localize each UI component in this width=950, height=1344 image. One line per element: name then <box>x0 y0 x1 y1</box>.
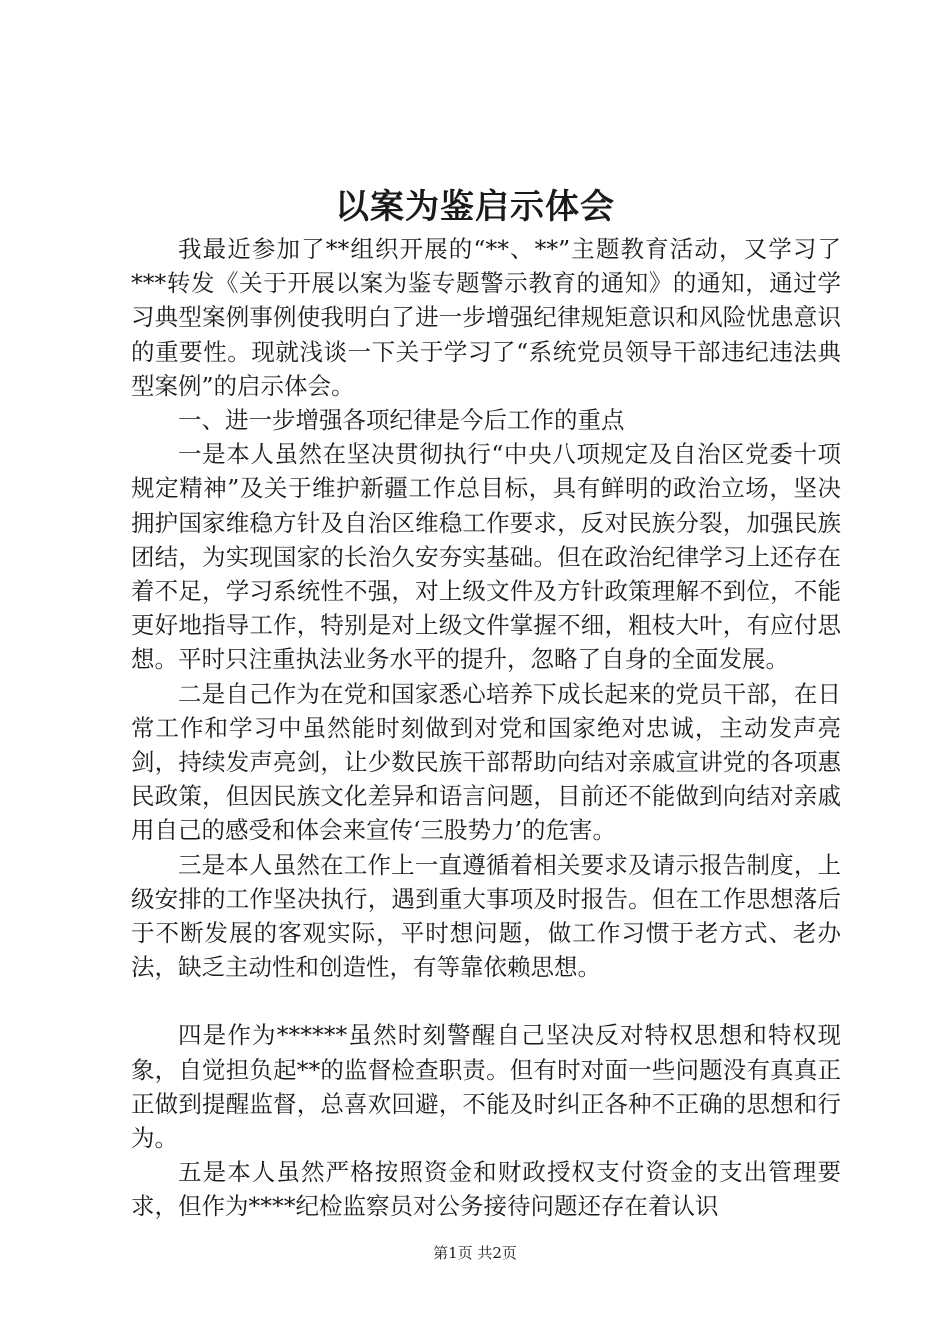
paragraph-point-3: 三是本人虽然在工作上一直遵循着相关要求及请示报告制度，上级安排的工作坚决执行，遇到重大事项及时报告。但在工作思想落后于不断发展的客观实际，平时想问题，做工作习惯于老方式、老办法，缺乏主动性和创造性，有等靠依赖思想。 <box>131 850 841 982</box>
page-footer: 第1页 共2页 <box>433 1244 517 1262</box>
paragraph-point-1: 一是本人虽然在坚决贯彻执行“中央八项规定及自治区党委十项规定精神”及关于维护新疆工作总目标，具有鲜明的政治立场，坚决拥护国家维稳方针及自治区维稳工作要求，反对民族分裂，加强民族团结，为实现国家的长治久安夯实基础。但在政治纪律学习上还存在着不足，学习系统性不强，对上级文件及方针政策理解不到位，不能更好地指导工作，特别是对上级文件掌握不细，粗枝大叶，有应付思想。平时只注重执法业务水平的提升，忽略了自身的全面发展。 <box>131 440 841 674</box>
paragraph-point-5: 五是本人虽然严格按照资金和财政授权支付资金的支出管理要求，但作为****纪检监察员对公务接待问题还存在着认识 <box>131 1158 841 1221</box>
document-title: 以案为鉴启示体会 <box>335 187 615 227</box>
section-heading: 一、进一步增强各项纪律是今后工作的重点 <box>178 406 625 435</box>
document-body <box>131 232 841 1224</box>
paragraph-point-4: 四是作为******虽然时刻警醒自己坚决反对特权思想和特权现象，自觉担负起**的监督检查职责。但有时对面一些问题没有真真正正做到提醒监督，总喜欢回避，不能及时纠正各种不正确的思想和行为。 <box>131 1021 841 1153</box>
paragraph-point-2: 二是自己作为在党和国家悉心培养下成长起来的党员干部，在日常工作和学习中虽然能时刻做到对党和国家绝对忠诚，主动发声亮剑，持续发声亮剑，让少数民族干部帮助向结对亲戚宣讲党的各项惠民政策，但因民族文化差异和语言问题，目前还不能做到向结对亲戚用自己的感受和体会来宣传‘三股势力’的危害。 <box>131 679 841 845</box>
paragraph-intro: 我最近参加了**组织开展的“**、**”主题教育活动，又学习了***转发《关于开展以案为鉴专题警示教育的通知》的通知，通过学习典型案例事例使我明白了进一步增强纪律规矩意识和风险忧患意识的重要性。现就浅谈一下关于学习了“系统党员领导干部违纪违法典型案例”的启示体会。 <box>131 235 841 400</box>
